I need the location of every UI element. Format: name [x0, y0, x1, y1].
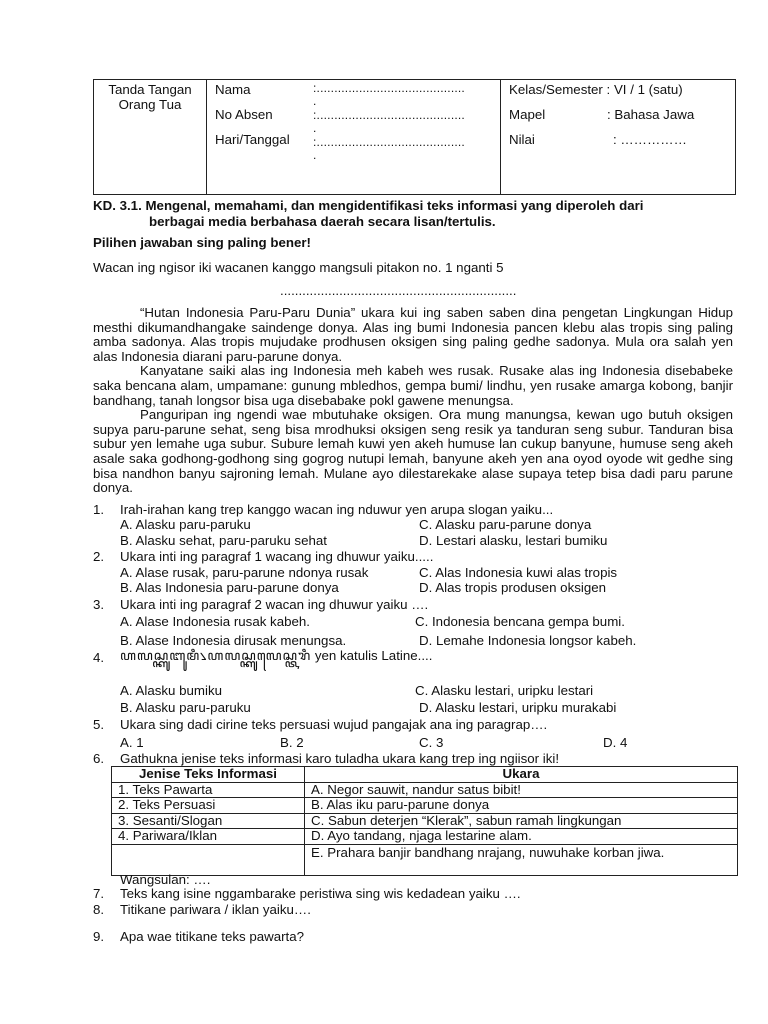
table-cell-right: B. Alas iku paru-parune donya	[305, 798, 738, 814]
question-text: Titikane pariwara / iklan yaiku….	[120, 902, 311, 917]
table-row	[112, 813, 738, 829]
question-text: Gathukna jenise teks informasi karo tuladha ukara kang trep ing ngiisor iki!	[120, 751, 560, 766]
table-cell-left: 4. Pariwara/Iklan	[112, 829, 305, 845]
table-header-left: Jenise Teks Informasi	[112, 767, 305, 783]
option-d[interactable]: D. Lemahe Indonesia longsor kabeh.	[419, 633, 637, 648]
table-cell-right: E. Prahara banjir bandhang nrajang, nuwuhake korban jiwa.	[305, 844, 738, 875]
table-header-right: Ukara	[305, 767, 738, 783]
mapel-value: : Bahasa Jawa	[607, 107, 695, 122]
option-a[interactable]: A. Alasku bumiku	[120, 683, 222, 698]
class-info-cell	[501, 80, 737, 194]
reading-dots: ................................................................	[280, 283, 517, 298]
nilai-value[interactable]: : ……………	[613, 132, 687, 147]
option-a[interactable]: A. Alase Indonesia rusak kabeh.	[120, 614, 310, 629]
mapel-label: Mapel	[509, 107, 546, 122]
option-c[interactable]: C. 3	[419, 735, 444, 750]
question-text: Irah-irahan kang trep kanggo wacan ing nduwur yen arupa slogan yaiku...	[120, 502, 554, 517]
option-b[interactable]: B. Alasku paru-paruku	[120, 700, 251, 715]
table-header-row	[112, 767, 738, 783]
option-a[interactable]: A. Alasku paru-paruku	[120, 517, 251, 532]
option-d[interactable]: D. Alas tropis produsen oksigen	[419, 580, 607, 595]
absen-field[interactable]: :.......................................... .	[313, 108, 465, 135]
option-a[interactable]: A. 1	[120, 735, 144, 750]
option-b[interactable]: B. 2	[280, 735, 304, 750]
field-labels-cell	[207, 80, 307, 194]
option-d[interactable]: D. 4	[603, 735, 628, 750]
paragraph-2: Kanyatane saiki alas ing Indonesia meh kabeh wes rusak. Rusake alas ing Indonesia disebabeke saka bencana alam, umpamane: gunung mbledhos, gempa bumi/ lindhu, yen rusake amarga kobong, banjir bandhang, tanah longsor bisa uga disebabake pokl gawene menungsa.	[93, 363, 733, 408]
table-cell-right: C. Sabun deterjen “Klerak”, sabun ramah lingkungan	[305, 813, 738, 829]
option-d[interactable]: D. Alasku lestari, uripku murakabi	[419, 700, 617, 715]
reading-intro: Wacan ing ngisor iki wacanen kanggo mangsuli pitakon no. 1 nganti 5	[93, 260, 504, 275]
paragraph-1: “Hutan Indonesia Paru-Paru Dunia” ukara kui ing saben saben dina pengetan Lingkungan Hidup mesthi dikumandhangake saindenge donya. Alas ing bumi Indonesia pancen klebu alas tropis sing paling amba sadonya. Alas tropis mujudake prodhusen oksigen sing paling gedhe sadonya. Mula ora salah yen alas Indonesia diarani paru-parune donya.	[93, 305, 733, 364]
question-number: 9.	[93, 929, 105, 944]
date-field[interactable]: :.......................................... .	[313, 135, 465, 162]
class-label: Kelas/Semester : VI / 1 (satu)	[509, 82, 683, 97]
table-row	[112, 844, 738, 875]
table-cell-right: D. Ayo tandang, njaga lestarine alam.	[305, 829, 738, 845]
matching-table	[111, 766, 738, 876]
reading-passage	[93, 306, 733, 496]
option-c[interactable]: C. Alasku paru-parune donya	[419, 517, 592, 532]
name-label: Nama	[215, 82, 251, 97]
option-d[interactable]: D. Lestari alasku, lestari bumiku	[419, 533, 608, 548]
question-number: 3.	[93, 597, 105, 612]
option-b[interactable]: B. Alas Indonesia paru-parune donya	[120, 580, 339, 595]
kd-line-2: berbagai media berbahasa daerah secara lisan/tertulis.	[149, 214, 496, 229]
identity-table	[93, 79, 736, 195]
table-row	[112, 829, 738, 845]
question-number: 6.	[93, 751, 105, 766]
question-text: yen katulis Latine....	[311, 648, 433, 663]
option-c[interactable]: C. Indonesia bencana gempa bumi.	[415, 614, 625, 629]
question-number: 5.	[93, 717, 105, 732]
question-text-line	[120, 646, 432, 673]
javanese-script-text: ꦲꦭꦱ꧀ꦏꦸꦧꦸꦩꦶ꧈ꦲꦭꦱ꧀ꦏꦸꦭꦺꦱ꧀ꦠꦫꦶ	[120, 649, 312, 664]
table-cell-left: 2. Teks Persuasi	[112, 798, 305, 814]
date-label: Hari/Tanggal	[215, 132, 290, 147]
question-text: Apa wae titikane teks pawarta?	[120, 929, 305, 944]
table-row	[112, 782, 738, 798]
question-text: Ukara inti ing paragraf 2 wacan ing dhuwur yaiku ….	[120, 597, 429, 612]
question-number: 8.	[93, 902, 105, 917]
signature-label: Tanda Tangan Orang Tua	[108, 82, 192, 112]
table-row	[112, 798, 738, 814]
option-b[interactable]: B. Alase Indonesia dirusak menungsa.	[120, 633, 347, 648]
absen-label: No Absen	[215, 107, 273, 122]
kd-line-1: KD. 3.1. Mengenal, memahami, dan mengidentifikasi teks informasi yang diperoleh dari	[93, 198, 644, 213]
question-text: Teks kang isine nggambarake peristiwa sing wis kedadean yaiku ….	[120, 886, 521, 901]
question-number: 1.	[93, 502, 105, 517]
paragraph-3: Panguripan ing ngendi wae mbutuhake oksigen. Ora mung manungsa, kewan ugo butuh oksigen supya paru-parune sehat, seng bisa mrodhuksi oksigen seng resik ya tanduran seng subur. Tanduran bisa subur yen lemahe uga subur. Subure lemah kuwi yen akeh humuse lan cukup banyune, humuse seng akeh asale saka godhong-godhong sing gogrog nutupi lemah, banyune akeh yen ana oyod oyode wit gedhe sing bisa nandhon banyu sajroning lemah. Mulane ayo dilestarekake alase supaya tetep bisa dadi paru parune donya.	[93, 407, 733, 496]
question-text: Ukara sing dadi cirine teks persuasi wujud pangajak ana ing paragrap….	[120, 717, 548, 732]
option-a[interactable]: A. Alase rusak, paru-parune ndonya rusak	[120, 565, 369, 580]
parent-signature-cell	[94, 80, 207, 194]
instruction: Pilihen jawaban sing paling bener!	[93, 235, 311, 250]
question-text: Ukara inti ing paragraf 1 wacang ing dhuwur yaiku.....	[120, 549, 434, 564]
question-number: 4.	[93, 650, 105, 665]
option-c[interactable]: C. Alas Indonesia kuwi alas tropis	[419, 565, 618, 580]
field-values-cell	[307, 80, 501, 194]
question-number: 2.	[93, 549, 105, 564]
question-number: 7.	[93, 886, 105, 901]
option-c[interactable]: C. Alasku lestari, uripku lestari	[415, 683, 594, 698]
name-field[interactable]: :.......................................... .	[313, 81, 465, 108]
table-cell-left	[112, 844, 305, 875]
table-cell-left: 3. Sesanti/Slogan	[112, 813, 305, 829]
table-cell-left: 1. Teks Pawarta	[112, 782, 305, 798]
answer-label[interactable]: Wangsulan: ….	[120, 872, 211, 887]
nilai-label: Nilai	[509, 132, 535, 147]
option-b[interactable]: B. Alasku sehat, paru-paruku sehat	[120, 533, 327, 548]
table-cell-right: A. Negor sauwit, nandur satus bibit!	[305, 782, 738, 798]
